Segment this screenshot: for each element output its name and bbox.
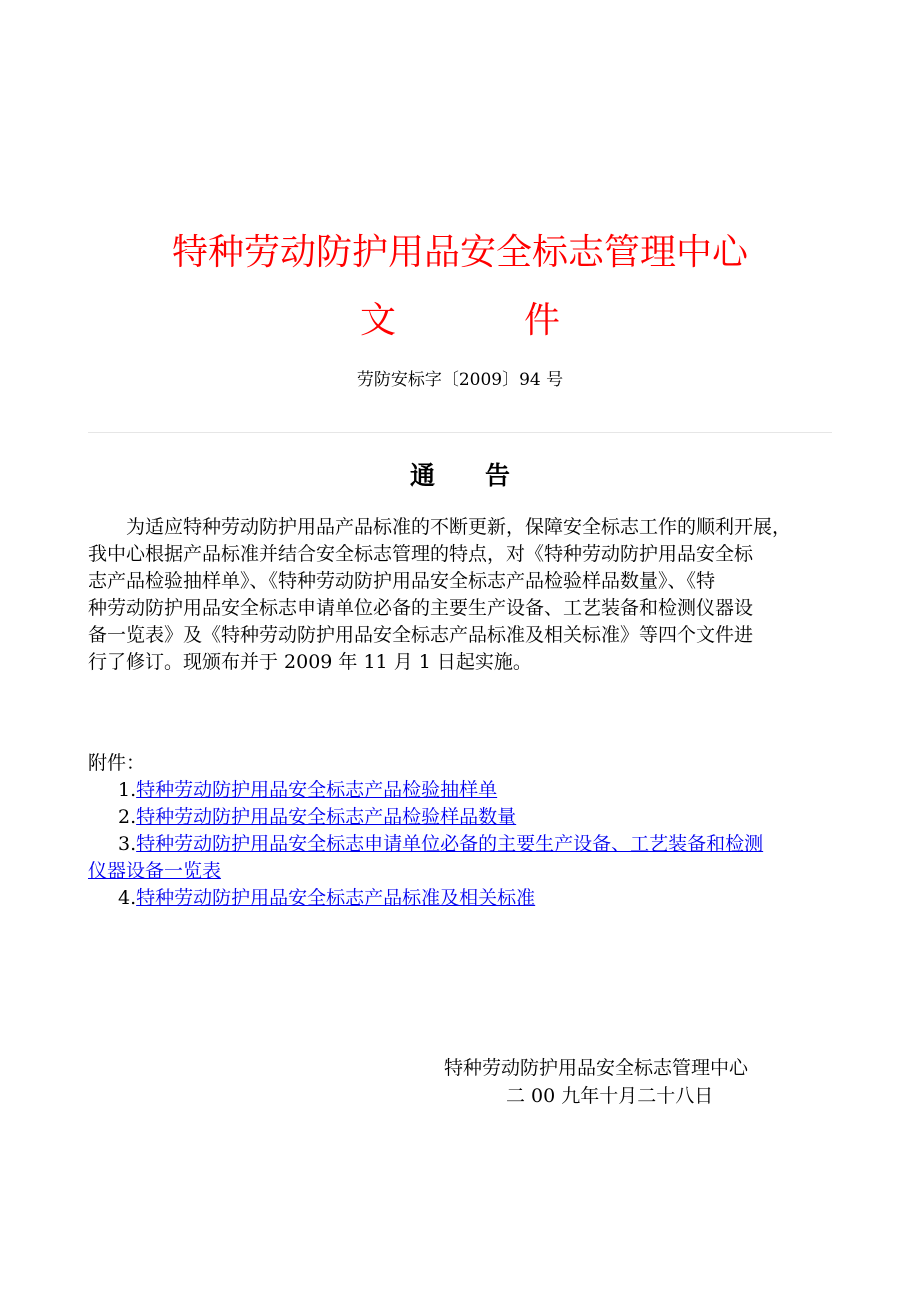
body-line: 志产品检验抽样单》、《特种劳动防护用品安全标志产品检验样品数量》、《特 [88,570,716,592]
doc-word-1: 文 [359,300,396,341]
attachment-link-3[interactable]: 特种劳动防护用品安全标志申请单位必备的主要生产设备、工艺装备和检测 [136,833,764,855]
notice-title-2: 告 [485,461,511,490]
attachment-num: 1. [118,779,137,801]
attachment-item-4 [88,885,832,912]
doc-word-heading [0,296,920,346]
body-line: 行了修订。现颁布并于 2009 年 11 月 1 日起实施。 [88,651,532,673]
attachment-item-1 [88,777,832,804]
attachment-link-4[interactable]: 特种劳动防护用品安全标志产品标准及相关标准 [136,887,536,909]
body-line: 我中心根据产品标准并结合安全标志管理的特点，对《特种劳动防护用品安全标 [88,543,754,565]
body-line: 种劳动防护用品安全标志申请单位必备的主要生产设备、工艺装备和检测仪器设 [88,597,754,619]
attachment-item-2 [88,804,832,831]
attachment-num: 3. [118,833,137,855]
signature-date: 二 00 九年十月二十八日 [506,1085,714,1107]
body-line: 为适应特种劳动防护用品产品标准的不断更新，保障安全标志工作的顺利开展， [88,516,792,538]
notice-body [88,514,832,676]
attachment-link-2[interactable]: 特种劳动防护用品安全标志产品检验样品数量 [136,806,517,828]
attachment-num: 2. [118,806,137,828]
attachment-item-3 [88,831,832,858]
notice-title-1: 通 [409,461,435,490]
body-line: 备一览表》及《特种劳动防护用品安全标志产品标准及相关标准》等四个文件进 [88,624,754,646]
attachments-label: 附件： [88,752,146,774]
org-title: 特种劳动防护用品安全标志管理中心 [171,232,748,273]
attachment-num: 4. [118,887,137,909]
attachment-link-1[interactable]: 特种劳动防护用品安全标志产品检验抽样单 [136,779,498,801]
notice-title [0,458,920,494]
attachment-item-3-cont [88,858,832,885]
attachments-section [88,750,832,912]
header-divider [88,432,832,433]
signature-org: 特种劳动防护用品安全标志管理中心 [444,1057,749,1079]
doc-number: 劳防安标字〔2009〕94 号 [356,370,564,390]
attachment-link-3-cont[interactable]: 仪器设备一览表 [88,860,222,882]
doc-word-2: 件 [524,300,561,341]
